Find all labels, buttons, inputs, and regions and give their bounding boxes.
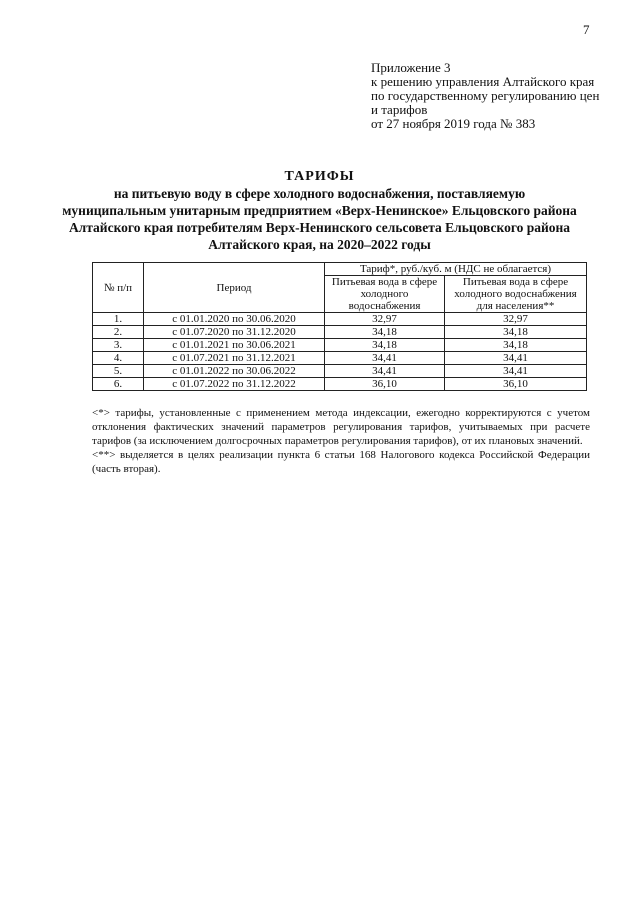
cell-water: 34,18 <box>325 326 445 339</box>
title-line: на питьевую воду в сфере холодного водоснабжения, поставляемую <box>113 186 526 201</box>
header-num: № п/п <box>93 263 144 313</box>
cell-period: с 01.01.2022 по 30.06.2022 <box>144 365 325 378</box>
table-row <box>93 365 587 378</box>
cell-water-population: 34,41 <box>445 352 587 365</box>
appendix-line: к решению управления Алтайского края <box>371 74 595 89</box>
cell-period: с 01.01.2021 по 30.06.2021 <box>144 339 325 352</box>
table-row <box>93 378 587 391</box>
table-row <box>93 352 587 365</box>
appendix-header <box>371 61 631 131</box>
tariff-table <box>92 262 587 391</box>
footnote-2: <**> выделяется в целях реализации пункта 6 статьи 168 Налогового кодекса Российской Федерации (часть вторая). <box>92 449 590 475</box>
header-tariff: Тариф*, руб./куб. м (НДС не облагается) <box>325 263 587 276</box>
cell-water: 32,97 <box>325 313 445 326</box>
cell-water: 36,10 <box>325 378 445 391</box>
appendix-line: по государственному регулированию цен <box>371 88 600 103</box>
cell-num: 1. <box>93 313 144 326</box>
cell-water-population: 34,41 <box>445 365 587 378</box>
cell-num: 3. <box>93 339 144 352</box>
appendix-line: Приложение 3 <box>371 60 451 75</box>
header-water-population: Питьевая вода в сфере холодного водоснабжения для населения** <box>445 276 587 313</box>
table-row <box>93 313 587 326</box>
cell-water: 34,41 <box>325 352 445 365</box>
title-main: ТАРИФЫ <box>284 169 355 184</box>
title-line: муниципальным унитарным предприятием «Верх-Ненинское» Ельцовского района <box>62 203 577 218</box>
title-line: Алтайского края потребителям Верх-Ненинского сельсовета Ельцовского района <box>68 220 571 235</box>
document-title <box>40 168 599 253</box>
footnote-1: <*> тарифы, установленные с применением метода индексации, ежегодно корректируются с учетом отклонения фактических значений параметров регулирования тарифов, учитываемых при расчете тарифов (за исключением долгосрочных параметров регулирования тарифов), от их плановых значений. <box>92 407 590 447</box>
cell-num: 4. <box>93 352 144 365</box>
cell-water-population: 36,10 <box>445 378 587 391</box>
cell-num: 6. <box>93 378 144 391</box>
table-row <box>93 339 587 352</box>
cell-num: 2. <box>93 326 144 339</box>
cell-water-population: 34,18 <box>445 326 587 339</box>
cell-water-population: 34,18 <box>445 339 587 352</box>
footnotes <box>92 406 590 476</box>
table-row <box>93 326 587 339</box>
cell-num: 5. <box>93 365 144 378</box>
cell-period: с 01.07.2022 по 31.12.2022 <box>144 378 325 391</box>
cell-water: 34,18 <box>325 339 445 352</box>
appendix-line: и тарифов <box>371 102 428 117</box>
header-period: Период <box>144 263 325 313</box>
header-water: Питьевая вода в сфере холодного водоснабжения <box>325 276 445 313</box>
cell-water: 34,41 <box>325 365 445 378</box>
cell-water-population: 32,97 <box>445 313 587 326</box>
page-number: 7 <box>583 22 590 37</box>
cell-period: с 01.07.2020 по 31.12.2020 <box>144 326 325 339</box>
cell-period: с 01.01.2020 по 30.06.2020 <box>144 313 325 326</box>
title-line: Алтайского края, на 2020–2022 годы <box>208 237 431 252</box>
cell-period: с 01.07.2021 по 31.12.2021 <box>144 352 325 365</box>
appendix-line: от 27 ноября 2019 года № 383 <box>371 116 536 131</box>
